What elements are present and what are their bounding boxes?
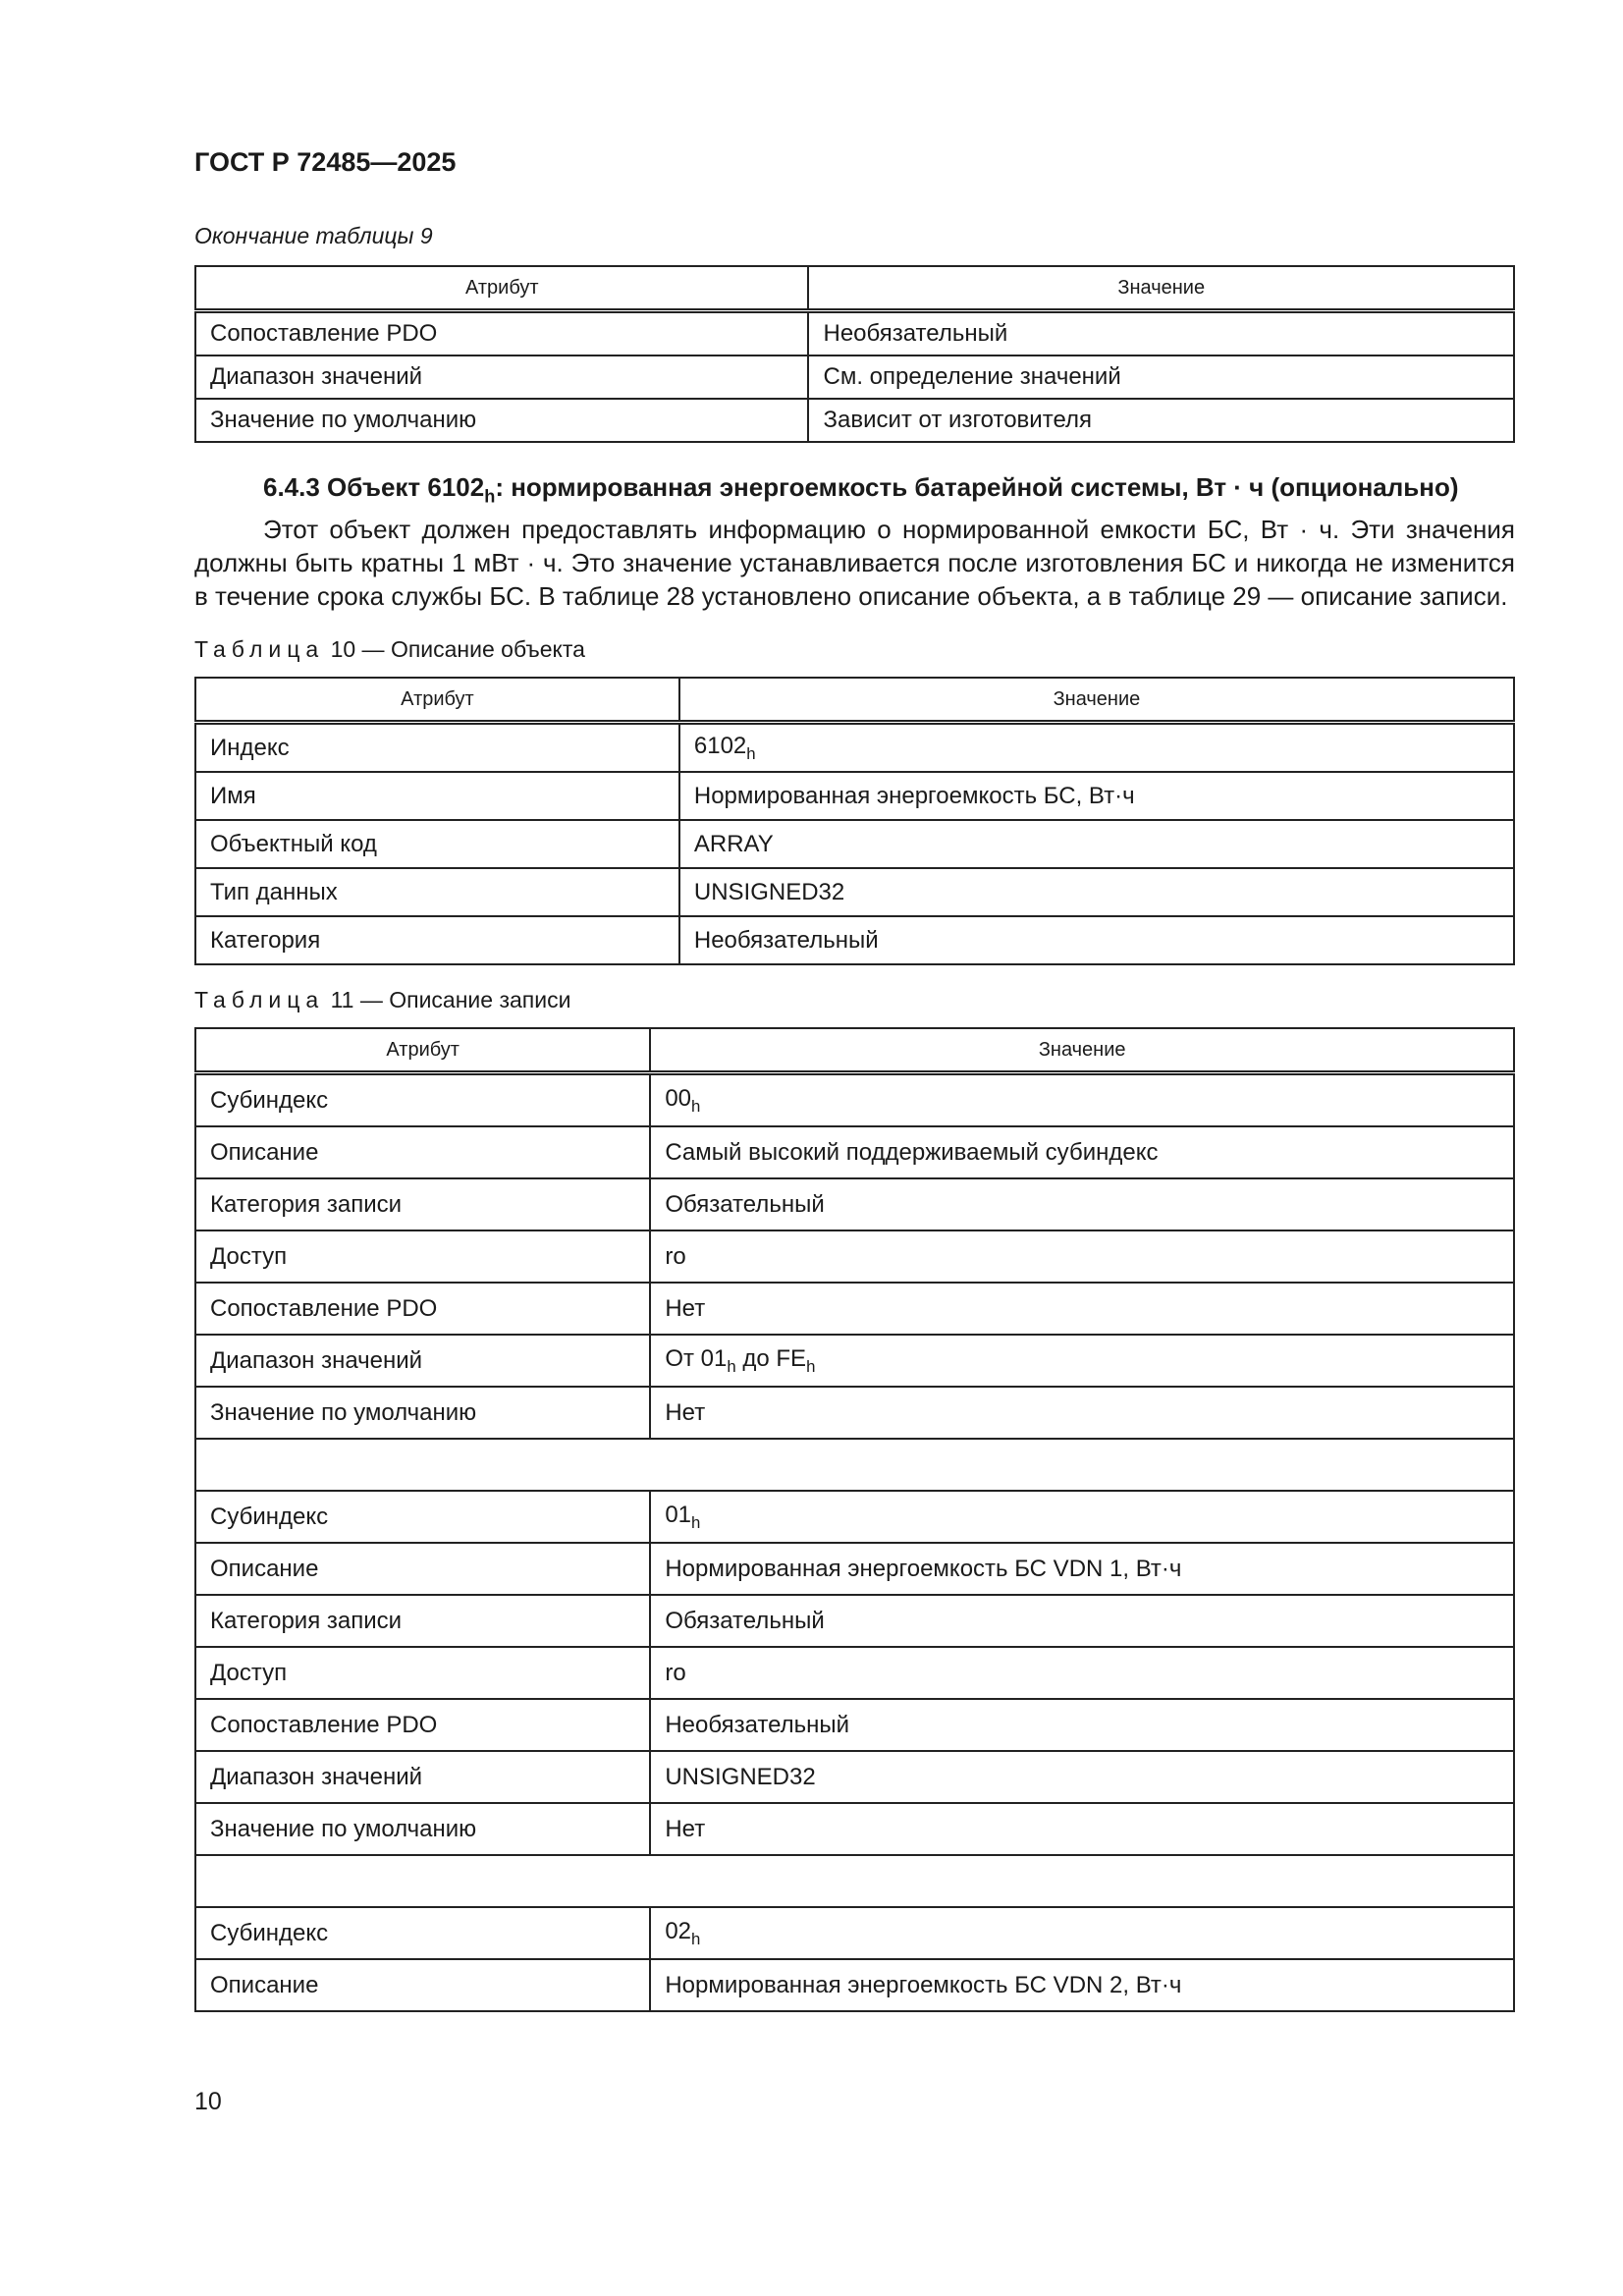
cell-attribute: Значение по умолчанию xyxy=(195,1803,650,1855)
cell-value-text: 00 xyxy=(665,1084,692,1112)
hex-suffix: h xyxy=(727,1356,736,1376)
hex-suffix: h xyxy=(691,1096,701,1116)
table-row xyxy=(195,1803,1514,1855)
cell-value: ARRAY xyxy=(679,820,1514,868)
cell-attribute: Описание xyxy=(195,1959,650,2011)
cell-attribute: Доступ xyxy=(195,1230,650,1283)
cell-value: UNSIGNED32 xyxy=(679,868,1514,916)
cell-attribute: Субиндекс xyxy=(195,1491,650,1543)
cell-value-text: От 01 xyxy=(665,1344,728,1372)
cell-value: Нормированная энергоемкость БС VDN 2, Вт·ч xyxy=(650,1959,1514,2011)
cell-value-text: 6102 xyxy=(693,732,747,759)
table-row xyxy=(195,916,1514,964)
document-page xyxy=(194,147,1515,2012)
table-row xyxy=(195,1595,1514,1647)
table-row xyxy=(195,1283,1514,1335)
cell-value: Зависит от изготовителя xyxy=(808,399,1514,442)
cell-attribute: Сопоставление PDO xyxy=(195,1283,650,1335)
cell-value: ro xyxy=(650,1230,1514,1283)
table-row xyxy=(195,868,1514,916)
separator-cell xyxy=(195,1439,1514,1491)
table-header-row xyxy=(195,678,1514,723)
table-row xyxy=(195,820,1514,868)
column-header-attribute: Атрибут xyxy=(195,266,808,311)
cell-attribute: Описание xyxy=(195,1126,650,1178)
cell-attribute: Субиндекс xyxy=(195,1073,650,1127)
section-paragraph: Этот объект должен предоставлять информацию о нормированной емкости БС, Вт · ч. Эти значения должны быть кратны 1 мВт · ч. Это значение устанавливается после изготовления БС и никогда не изменится в течение срока службы БС. В таблице 28 установлено описание объекта, а в таблице 29 — описание записи. xyxy=(194,515,1515,612)
table-row xyxy=(195,1751,1514,1803)
table-row xyxy=(195,1230,1514,1283)
cell-attribute: Категория xyxy=(195,916,679,964)
cell-value: Нормированная энергоемкость БС VDN 1, Вт·ч xyxy=(650,1543,1514,1595)
cell-value: Нет xyxy=(650,1803,1514,1855)
cell-value xyxy=(650,1491,1514,1543)
column-header-value: Значение xyxy=(808,266,1514,311)
table11-caption xyxy=(194,987,1515,1013)
cell-value: Необязательный xyxy=(679,916,1514,964)
table-row xyxy=(195,399,1514,442)
table-row xyxy=(195,1647,1514,1699)
table-row xyxy=(195,311,1514,356)
cell-value: См. определение значений xyxy=(808,355,1514,399)
cell-value-text: 01 xyxy=(665,1501,692,1528)
cell-attribute: Диапазон значений xyxy=(195,1335,650,1387)
cell-value: Нормированная энергоемкость БС, Вт·ч xyxy=(679,772,1514,820)
cell-attribute: Сопоставление PDO xyxy=(195,1699,650,1751)
cell-value: Нет xyxy=(650,1387,1514,1439)
hex-suffix: h xyxy=(746,743,756,763)
table-caption-text: 10 — Описание объекта xyxy=(324,636,585,663)
table-row xyxy=(195,1387,1514,1439)
cell-value: Обязательный xyxy=(650,1595,1514,1647)
hex-suffix: h xyxy=(484,486,496,507)
cell-attribute: Категория записи xyxy=(195,1178,650,1230)
table-separator-row xyxy=(195,1855,1514,1907)
table-row xyxy=(195,1959,1514,2011)
cell-value: Обязательный xyxy=(650,1178,1514,1230)
cell-value: Самый высокий поддерживаемый субиндекс xyxy=(650,1126,1514,1178)
table-row xyxy=(195,772,1514,820)
cell-value: Необязательный xyxy=(650,1699,1514,1751)
cell-value: ro xyxy=(650,1647,1514,1699)
section-heading xyxy=(194,470,1515,513)
table-row xyxy=(195,1126,1514,1178)
separator-cell xyxy=(195,1855,1514,1907)
hex-suffix: h xyxy=(691,1512,701,1532)
cell-attribute: Имя xyxy=(195,772,679,820)
column-header-attribute: Атрибут xyxy=(195,1028,650,1073)
cell-attribute: Значение по умолчанию xyxy=(195,399,808,442)
cell-attribute: Описание xyxy=(195,1543,650,1595)
table-row xyxy=(195,355,1514,399)
cell-value-text: до FE xyxy=(735,1344,807,1372)
cell-attribute: Доступ xyxy=(195,1647,650,1699)
section-heading-start: 6.4.3 Объект 6102 xyxy=(263,472,485,502)
table-row xyxy=(195,1543,1514,1595)
table-separator-row xyxy=(195,1439,1514,1491)
table-row xyxy=(195,1178,1514,1230)
table-9 xyxy=(194,265,1515,443)
hex-suffix: h xyxy=(806,1356,816,1376)
table-10 xyxy=(194,677,1515,965)
cell-value-text: 02 xyxy=(665,1917,692,1944)
cell-attribute: Диапазон значений xyxy=(195,1751,650,1803)
table9-continuation-caption: Окончание таблицы 9 xyxy=(194,223,433,248)
table-header-row xyxy=(195,266,1514,311)
cell-attribute: Диапазон значений xyxy=(195,355,808,399)
cell-attribute: Объектный код xyxy=(195,820,679,868)
cell-value: UNSIGNED32 xyxy=(650,1751,1514,1803)
cell-attribute: Значение по умолчанию xyxy=(195,1387,650,1439)
table-caption-text: 11 — Описание записи xyxy=(324,987,571,1013)
table-header-row xyxy=(195,1028,1514,1073)
table-row xyxy=(195,1073,1514,1127)
section-heading-end: : нормированная энергоемкость батарейной системы, Вт · ч (опционально) xyxy=(495,472,1459,502)
table-row xyxy=(195,1699,1514,1751)
cell-attribute: Сопоставление PDO xyxy=(195,311,808,356)
cell-attribute: Субиндекс xyxy=(195,1907,650,1959)
cell-attribute: Тип данных xyxy=(195,868,679,916)
cell-value: Необязательный xyxy=(808,311,1514,356)
column-header-value: Значение xyxy=(679,678,1514,723)
table-row xyxy=(195,723,1514,773)
cell-value xyxy=(679,723,1514,773)
cell-value xyxy=(650,1335,1514,1387)
cell-value: Нет xyxy=(650,1283,1514,1335)
table-row xyxy=(195,1907,1514,1959)
page-number: 10 xyxy=(194,2088,222,2115)
column-header-value: Значение xyxy=(650,1028,1514,1073)
cell-attribute: Категория записи xyxy=(195,1595,650,1647)
table-label: Таблица xyxy=(194,987,325,1013)
table-row xyxy=(195,1491,1514,1543)
column-header-attribute: Атрибут xyxy=(195,678,679,723)
table-row xyxy=(195,1335,1514,1387)
table10-caption xyxy=(194,636,1515,663)
table-11 xyxy=(194,1027,1515,2012)
hex-suffix: h xyxy=(691,1929,701,1948)
cell-value xyxy=(650,1907,1514,1959)
document-header: ГОСТ Р 72485—2025 xyxy=(194,147,457,177)
table-label: Таблица xyxy=(194,636,325,663)
cell-attribute: Индекс xyxy=(195,723,679,773)
cell-value xyxy=(650,1073,1514,1127)
